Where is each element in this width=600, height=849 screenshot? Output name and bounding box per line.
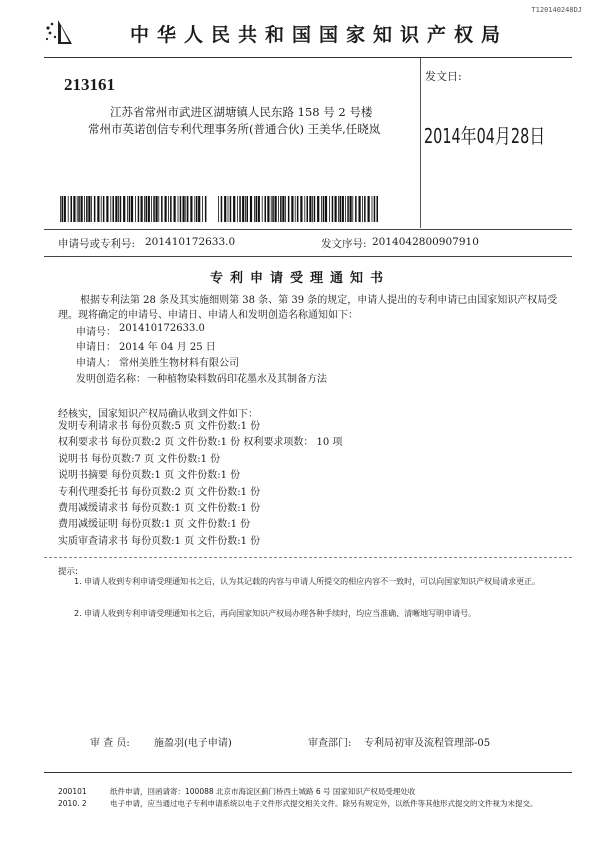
organization-name: 中华人民共和国国家知识产权局 bbox=[130, 24, 509, 46]
file-item: 费用减缓证明 每份页数:1 页 文件份数:1 份 bbox=[58, 519, 251, 531]
header-rule bbox=[44, 57, 572, 58]
department-value: 专利局初审及流程管理部-05 bbox=[364, 738, 491, 749]
department-label: 审查部门: bbox=[308, 738, 352, 749]
received-files-intro: 经核实，国家知识产权局确认收到文件如下： bbox=[58, 409, 258, 420]
field-value-app-no: 201410172633.0 bbox=[119, 323, 205, 334]
issue-serial-value: 2014042800907910 bbox=[372, 236, 479, 248]
barcode-right bbox=[218, 196, 378, 222]
application-number-label: 申请号或专利号: bbox=[58, 238, 136, 250]
footer-form-version: 2010. 2 bbox=[58, 799, 87, 808]
file-item: 说明书 每份页数:7 页 文件份数:1 份 bbox=[58, 453, 221, 465]
field-value-applicant: 常州美胜生物材料有限公司 bbox=[119, 358, 239, 369]
file-item: 说明书摘要 每份页数:1 页 文件份数:1 份 bbox=[58, 470, 241, 482]
file-item: 专利代理委托书 每份页数:2 页 文件份数:1 份 bbox=[58, 486, 261, 498]
field-label-invention: 发明创造名称： bbox=[76, 374, 146, 385]
examiner-value: 施盈羽(电子申请) bbox=[154, 738, 232, 749]
document-code: T120140248DJ bbox=[531, 6, 582, 14]
notice-paragraph: 根据专利法第 28 条及其实施细则第 38 条、第 39 条的规定，申请人提出的专利申请已由国家知识产权局受理。现将确定的申请号、申请日、申请人和发明创造名称通知如下： bbox=[58, 295, 558, 321]
application-number-value: 201410172633.0 bbox=[145, 236, 236, 248]
hints-divider bbox=[44, 557, 572, 558]
number-row-rule-top bbox=[44, 229, 572, 230]
file-item: 费用减缓请求书 每份页数:1 页 文件份数:1 份 bbox=[58, 503, 261, 515]
cnipa-emblem-icon bbox=[44, 18, 74, 46]
examiner-label: 审 查 员: bbox=[90, 738, 130, 749]
barcode-left bbox=[60, 196, 208, 222]
field-value-app-date: 2014 年 04 月 25 日 bbox=[119, 342, 216, 353]
header-divider bbox=[420, 58, 421, 228]
field-label-applicant: 申请人： bbox=[76, 358, 116, 369]
recipient-address: 江苏省常州市武进区湖塘镇人民东路 158 号 2 号楼 bbox=[110, 105, 373, 119]
footer-form-code: 200101 bbox=[58, 787, 87, 796]
postal-code: 213161 bbox=[64, 75, 115, 94]
footer-paper-filing-note: 纸件申请，回函请寄：100088 北京市海淀区蓟门桥西土城路 6 号 国家知识产权局受理处收 bbox=[110, 787, 416, 796]
hint-item: 2. 申请人收到专利申请受理通知书之后，再向国家知识产权局办理各种手续时，均应当准确、清晰地写明申请号。 bbox=[74, 609, 477, 618]
footer-electronic-filing-note: 电子申请，应当通过电子专利申请系统以电子文件形式提交相关文件。除另有规定外，以纸件等其他形式提交的文件视为未提交。 bbox=[110, 799, 538, 808]
field-value-invention: 一种植物染料数码印花墨水及其制备方法 bbox=[147, 374, 327, 385]
field-label-app-date: 申请日： bbox=[76, 342, 116, 353]
send-date-label: 发文日: bbox=[425, 70, 462, 83]
field-label-app-no: 申请号： bbox=[76, 327, 116, 338]
recipient-agency: 常州市英诺创信专利代理事务所(普通合伙) 王美华,任晓岚 bbox=[88, 122, 381, 136]
send-date-value: 2014年04月28日 bbox=[424, 124, 546, 148]
number-row-rule-bottom bbox=[44, 256, 572, 257]
notice-title: 专利申请受理通知书 bbox=[209, 271, 390, 286]
file-item: 实质审查请求书 每份页数:1 页 文件份数:1 份 bbox=[58, 535, 261, 547]
issue-serial-label: 发文序号: bbox=[321, 238, 367, 250]
file-item: 发明专利请求书 每份页数:5 页 文件份数:1 份 bbox=[58, 421, 261, 432]
hint-item: 1. 申请人收到专利申请受理通知书之后，认为其记载的内容与申请人所提交的相应内容不一致时，可以向国家知识产权局请求更正。 bbox=[74, 577, 541, 586]
hints-label: 提示: bbox=[58, 567, 78, 577]
received-files-list bbox=[58, 419, 342, 550]
file-item: 权利要求书 每份页数:2 页 文件份数:1 份 权利要求项数： 10 项 bbox=[58, 437, 343, 449]
footer-rule bbox=[44, 772, 572, 773]
